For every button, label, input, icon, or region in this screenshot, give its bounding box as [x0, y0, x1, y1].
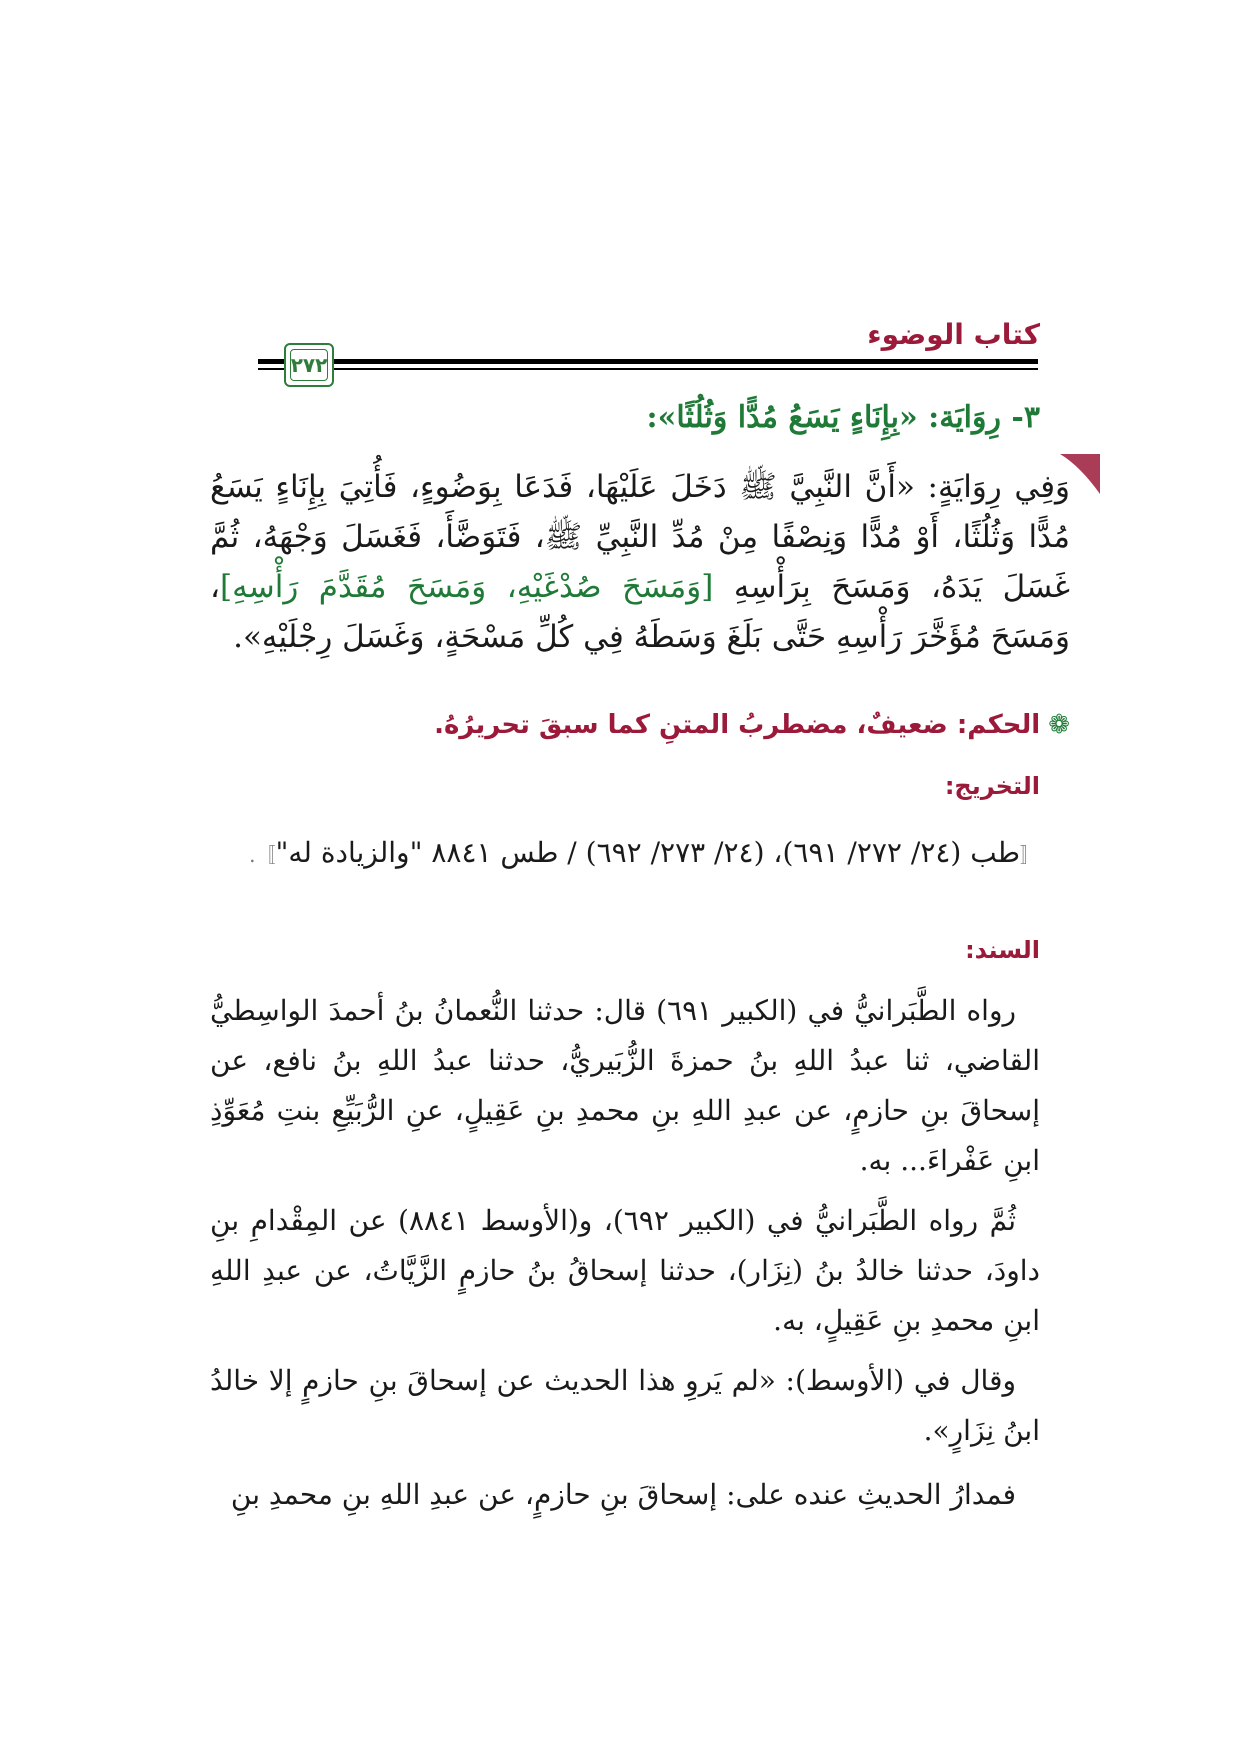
page-number-badge: [284, 343, 334, 387]
header-rule-thick: [320, 359, 1038, 364]
header-rule-stub-thin: [258, 368, 284, 370]
sanad-paragraph-text: وقال في (الأوسط): «لم يَروِ هذا الحديث عن إسحاقَ بنِ حازمٍ إلا خالدُ ابنُ نِزَارٍ».: [210, 1364, 1040, 1447]
riwaya-end: ، وَمَسَحَ مُؤَخَّرَ رَأْسِهِ حَتَّى بَلَغَ وَسَطَهُ فِي كُلِّ مَسْحَةٍ، وَغَسَلَ رِجْلَيْهِ».: [210, 569, 1070, 655]
takhrij-text: [210, 828, 1040, 880]
sanad-paragraph: [210, 1356, 1040, 1456]
takhrij-heading: التخريج:: [944, 772, 1040, 800]
running-title: كتاب الوضوء: [867, 318, 1040, 351]
header-rule-stub-thick: [258, 359, 284, 364]
verdict-line: [210, 710, 1070, 740]
close-bracket-icon: 〛.: [249, 843, 276, 867]
riwaya-addition: [وَمَسَحَ صُدْغَيْهِ، وَمَسَحَ مُقَدَّمَ رَأْسِهِ]: [220, 569, 714, 605]
sanad-paragraph-text: فمدارُ الحديثِ عنده على: إسحاقَ بنِ حازمٍ، عن عبدِ اللهِ بنِ محمدِ بنِ: [230, 1478, 1016, 1511]
sanad-paragraph: [210, 986, 1040, 1186]
riwaya-main: وَفِي رِوَايَةٍ: «أَنَّ النَّبِيَّ ﷺ دَخَلَ عَلَيْهَا، فَدَعَا بِوَضُوءٍ، فَأُتِيَ بِإِنَاءٍ يَسَعُ مُدًّا وَثُلُثًا، أَوْ مُدًّا وَنِصْفًا مِنْ مُدِّ النَّبِيِّ ﷺ، فَتَوَضَّأَ، فَغَسَلَ وَجْهَهُ، ثُمَّ غَسَلَ يَدَهُ، وَمَسَحَ بِرَأْسِهِ: [210, 469, 1070, 605]
open-bracket-icon: 〚: [1020, 843, 1040, 867]
sanad-paragraph-text: ثُمَّ رواه الطَّبَرانيُّ في (الكبير ٦٩٢)، و(الأوسط ٨٨٤١) عن المِقْدامِ بنِ داودَ، حدثنا خالدُ بنُ (نِزَار)، حدثنا إسحاقُ بنُ حازمٍ الزَّيَّاتُ، عن عبدِ اللهِ ابنِ محمدِ بنِ عَقِيلٍ، به.: [210, 1204, 1040, 1337]
sanad-paragraph: [210, 1196, 1040, 1346]
section-heading: ٣- رِوَايَة: «بِإِنَاءٍ يَسَعُ مُدًّا وَثُلُثًا»:: [646, 400, 1040, 435]
riwaya-text: [210, 462, 1070, 662]
header-rule-thin: [320, 368, 1038, 370]
sanad-paragraph: [210, 1470, 1040, 1520]
page-number: ٢٧٢: [290, 353, 328, 377]
sanad-paragraph-text: رواه الطَّبَرانيُّ في (الكبير ٦٩١) قال: حدثنا النُّعمانُ بنُ أحمدَ الواسِطيُّ القاضي، ثنا عبدُ اللهِ بنُ حمزةَ الزُّبَيريُّ، حدثنا عبدُ اللهِ بنُ نافع، عن إسحاقَ بنِ حازمٍ، عن عبدِ اللهِ بنِ محمدِ بنِ عَقِيلٍ، عنِ الرُّبَيِّعِ بنتِ مُعَوِّذِ ابنِ عَفْراءَ... به.: [210, 994, 1040, 1177]
verdict-text: ضعيفٌ، مضطربُ المتنِ كما سبقَ تحريرُهُ.: [434, 710, 948, 740]
flower-bullet-icon: ❁: [1048, 710, 1070, 740]
sanad-heading: السند:: [965, 936, 1040, 964]
takhrij-body: طب (٢٤/ ٢٧٢/ ٦٩١)، (٢٤/ ٢٧٣/ ٦٩٢) / طس ٨٨٤١ "والزيادة له": [275, 836, 1020, 869]
verdict-label: الحكم:: [956, 710, 1041, 740]
